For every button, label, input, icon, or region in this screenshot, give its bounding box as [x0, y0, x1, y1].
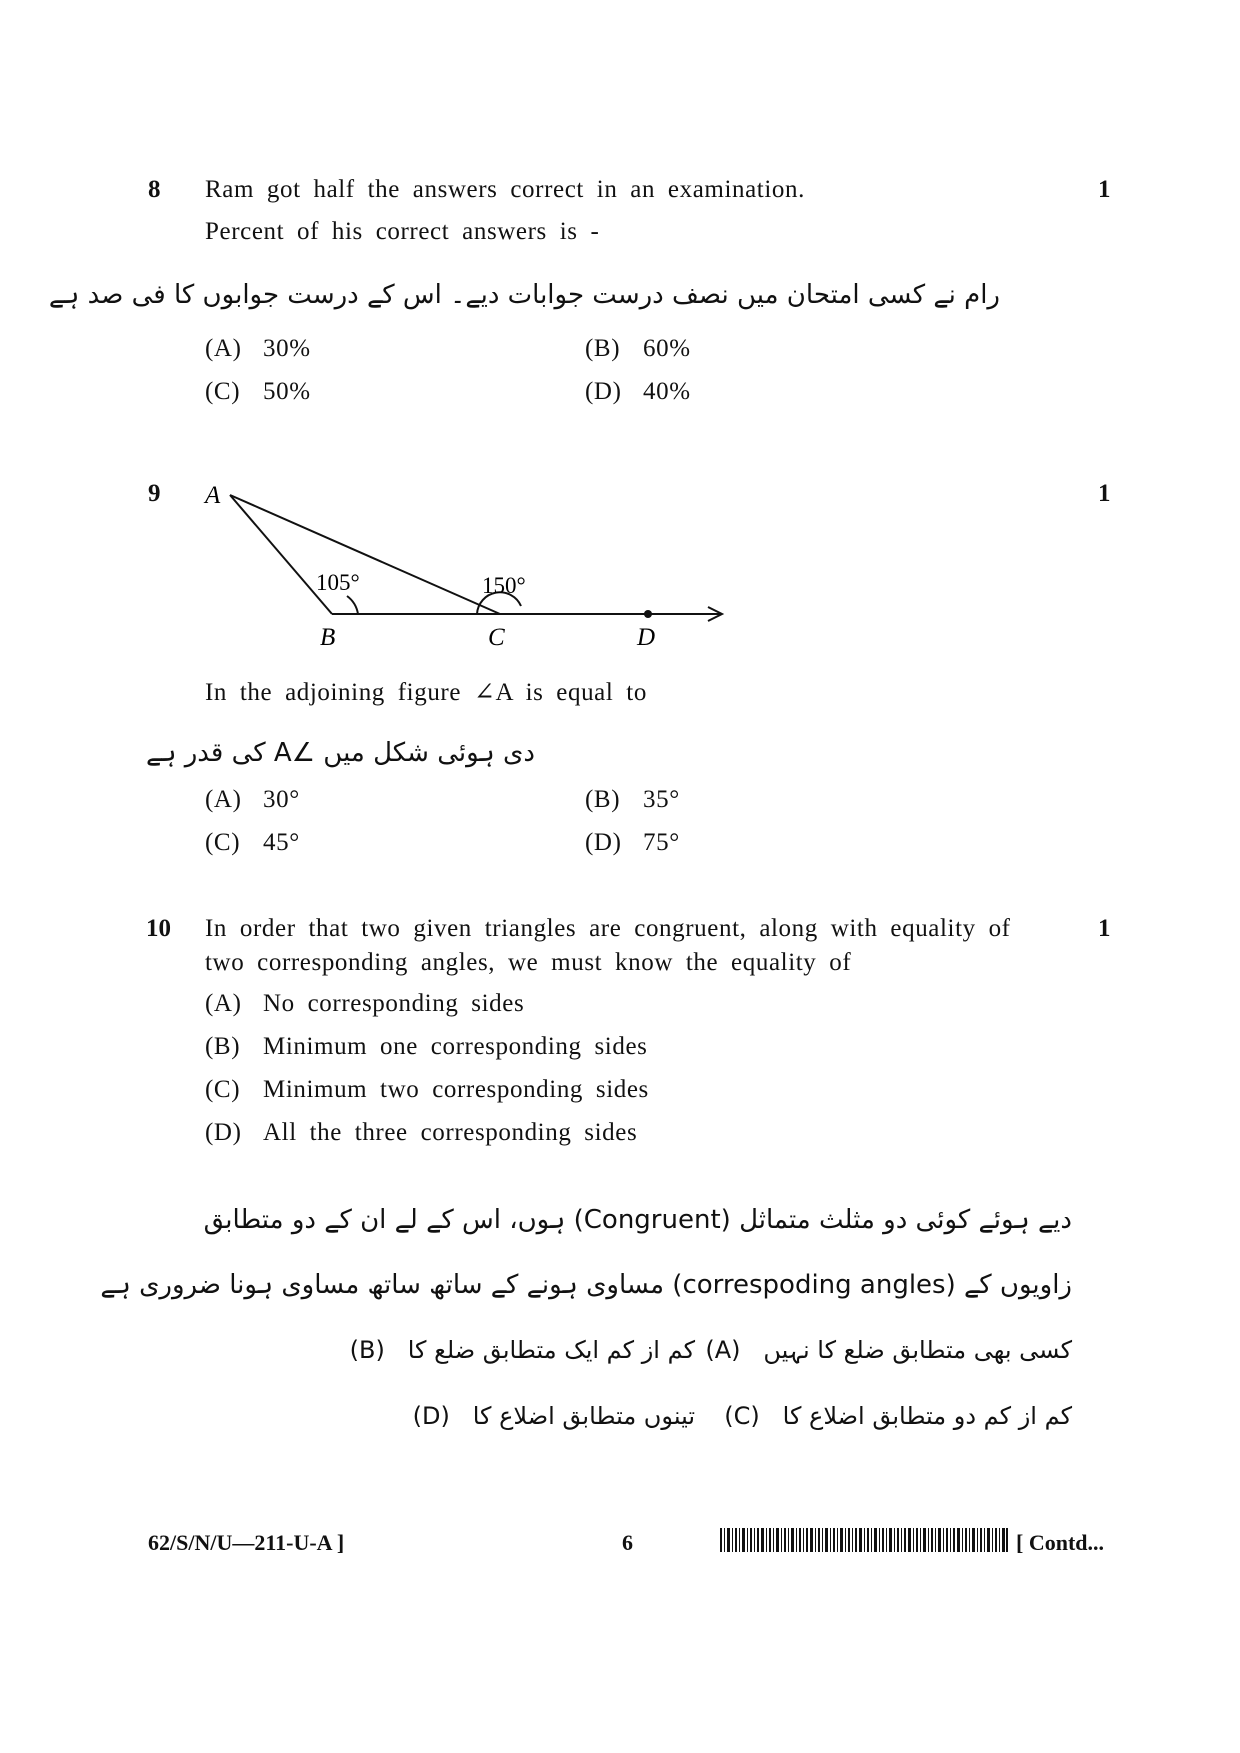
footer-contd: [ Contd...: [1016, 1530, 1105, 1555]
q10-urdu-line1: دیے ہوئے کوئی دو مثلث متماثل (Congruent) ہوں، اس کے لے ان کے دو متطابق: [203, 1205, 1072, 1235]
option-value: 30%: [263, 335, 311, 362]
angle-b-label: 105°: [316, 570, 360, 595]
option-value: تینوں متطابق اضلاع کا: [472, 1402, 695, 1430]
option-value: No corresponding sides: [263, 990, 525, 1017]
option-label: (B): [585, 335, 621, 362]
angle-c-label: 150°: [482, 573, 526, 598]
q10-urdu-option-b[interactable]: [350, 1336, 695, 1364]
q9-option-b[interactable]: [585, 786, 680, 814]
option-label: (A): [205, 990, 242, 1017]
q8-option-a[interactable]: [205, 335, 311, 363]
footer-paper-code: 62/S/N/U—211-U-A ]: [148, 1530, 345, 1555]
option-value: 40%: [643, 378, 691, 405]
q10-option-a[interactable]: [205, 990, 524, 1018]
option-label: (C): [205, 1076, 241, 1103]
q9-urdu-text: دی ہوئی شکل میں ∠A کی قدر ہے: [145, 738, 535, 768]
option-value: Minimum two corresponding sides: [263, 1076, 649, 1103]
option-label: (C): [724, 1402, 760, 1430]
q10-urdu-line2: زاویوں کے (correspoding angles) مساوی ہونے کے ساتھ ساتھ مساوی ہونا ضروری ہے: [100, 1270, 1072, 1300]
q8-option-c[interactable]: [205, 378, 311, 406]
option-value: کم از کم دو متطابق اضلاع کا: [782, 1402, 1072, 1430]
option-label: (A): [205, 786, 242, 813]
q9-option-d[interactable]: [585, 829, 680, 857]
q10-text-line2: two corresponding angles, we must know the equality of: [205, 949, 852, 976]
label-b: B: [320, 624, 336, 650]
option-label: (B): [205, 1033, 241, 1060]
option-value: Minimum one corresponding sides: [263, 1033, 648, 1060]
q8-text-line2: Percent of his correct answers is -: [205, 218, 600, 245]
q9-number: 9: [148, 480, 161, 507]
option-value: 35°: [643, 786, 680, 813]
option-label: (C): [205, 378, 241, 405]
line-ac: [230, 495, 500, 614]
q10-option-d[interactable]: [205, 1119, 637, 1147]
q10-urdu-option-a[interactable]: [705, 1336, 1072, 1364]
q8-urdu-text: رام نے کسی امتحان میں نصف درست جوابات دیے۔ اس کے درست جوابوں کا فی صد ہے: [48, 280, 1000, 310]
q10-option-b[interactable]: [205, 1033, 647, 1061]
point-d-dot: [644, 610, 652, 618]
q10-marks: 1: [1098, 915, 1111, 942]
option-value: 60%: [643, 335, 691, 362]
q8-number: 8: [148, 176, 161, 203]
option-value: 75°: [643, 829, 680, 856]
option-label: (D): [585, 378, 622, 405]
option-value: 50%: [263, 378, 311, 405]
label-c: C: [488, 624, 505, 650]
q10-urdu-option-c[interactable]: [724, 1402, 1072, 1430]
option-label: (D): [412, 1402, 450, 1430]
option-label: (C): [205, 829, 241, 856]
q8-marks: 1: [1098, 176, 1111, 203]
option-label: (D): [585, 829, 622, 856]
q10-text-line1: In order that two given triangles are congruent, along with equality of: [205, 915, 1011, 942]
option-value: کسی بھی متطابق ضلع کا نہیں: [763, 1336, 1072, 1364]
option-label: (A): [705, 1336, 741, 1364]
option-value: کم از کم ایک متطابق ضلع کا: [407, 1336, 695, 1364]
option-label: (B): [585, 786, 621, 813]
q9-text: In the adjoining figure ∠A is equal to: [205, 679, 647, 706]
label-d: D: [637, 624, 656, 650]
q8-option-d[interactable]: [585, 378, 691, 406]
line-ab: [230, 495, 332, 614]
option-value: 30°: [263, 786, 300, 813]
q9-marks: 1: [1098, 480, 1111, 507]
triangle-figure: [190, 470, 750, 650]
footer-page-number: 6: [622, 1530, 633, 1555]
option-label: (A): [205, 335, 242, 362]
option-label: (D): [205, 1119, 242, 1146]
q8-text-line1: Ram got half the answers correct in an examination.: [205, 176, 805, 203]
option-value: All the three corresponding sides: [263, 1119, 638, 1146]
label-a: A: [205, 482, 221, 509]
q10-option-c[interactable]: [205, 1076, 649, 1104]
barcode-icon: [720, 1528, 1008, 1552]
option-label: (B): [349, 1336, 385, 1364]
q9-option-a[interactable]: [205, 786, 300, 814]
angle-b-arc: [347, 596, 358, 614]
q8-option-b[interactable]: [585, 335, 691, 363]
q10-urdu-option-d[interactable]: [413, 1402, 695, 1430]
q9-option-c[interactable]: [205, 829, 300, 857]
option-value: 45°: [263, 829, 300, 856]
q10-number: 10: [146, 915, 171, 942]
